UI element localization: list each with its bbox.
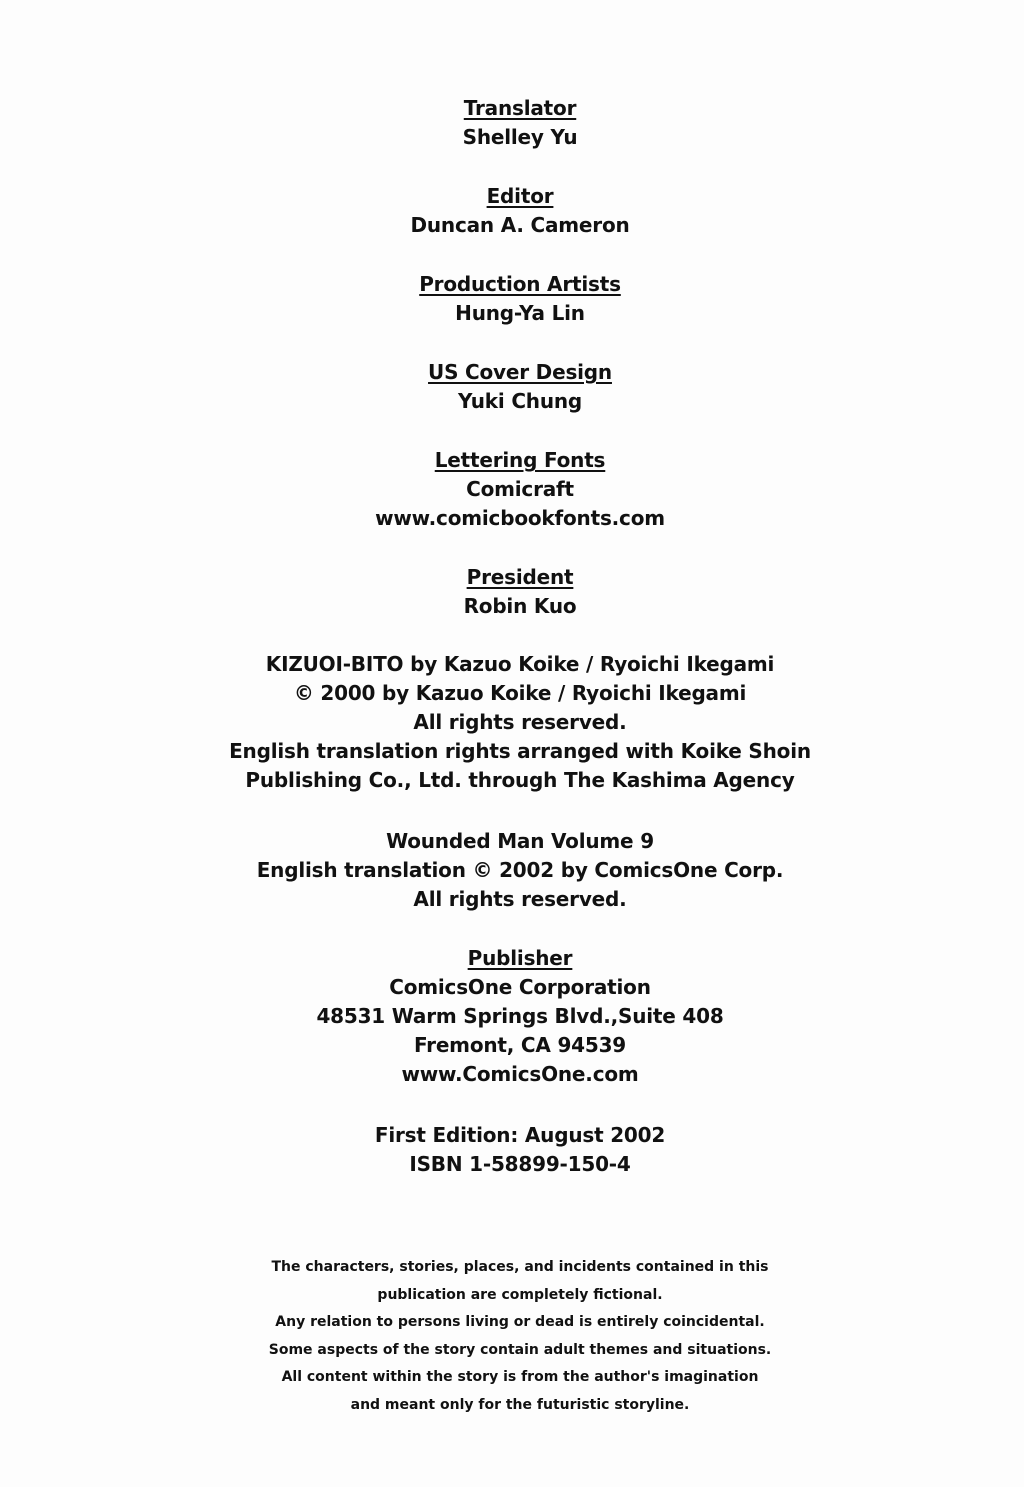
credit-role: Translator xyxy=(463,96,577,120)
volume-notice xyxy=(0,827,1024,914)
disclaimer-line: The characters, stories, places, and incidents contained in this xyxy=(271,1259,769,1275)
credit-name: Hung-Ya Lin xyxy=(455,301,585,325)
credit-editor xyxy=(0,182,1024,240)
credit-president xyxy=(0,563,1024,621)
disclaimer-line: Some aspects of the story contain adult themes and situations. xyxy=(268,1341,772,1358)
copyright-line: © 2000 by Kazuo Koike / Ryoichi Ikegami xyxy=(293,681,747,705)
credit-role: US Cover Design xyxy=(428,360,612,384)
volume-line: Wounded Man Volume 9 xyxy=(386,829,654,853)
credit-role: Production Artists xyxy=(419,272,621,296)
credit-name: Shelley Yu xyxy=(462,125,578,149)
copyright-line: KIZUOI-BITO by Kazuo Koike / Ryoichi Ikegami xyxy=(265,652,775,676)
credit-website: www.comicbookfonts.com xyxy=(375,506,665,530)
credit-name: Yuki Chung xyxy=(457,389,583,413)
publisher-website: www.ComicsOne.com xyxy=(401,1062,639,1086)
copyright-line: All rights reserved. xyxy=(413,710,627,734)
copyright-line: Publishing Co., Ltd. through The Kashima Agency xyxy=(245,768,795,792)
disclaimer-line: publication are completely fictional. xyxy=(377,1286,663,1303)
edition-info xyxy=(0,1121,1024,1179)
isbn-line: ISBN 1-58899-150-4 xyxy=(409,1152,631,1176)
volume-line: English translation © 2002 by ComicsOne Corp. xyxy=(256,858,784,882)
disclaimer xyxy=(0,1254,1024,1419)
credit-name: Comicraft xyxy=(466,477,574,501)
credit-role: Editor xyxy=(486,184,554,208)
credit-production-artists xyxy=(0,270,1024,328)
publisher-line: Fremont, CA 94539 xyxy=(413,1033,627,1057)
publisher-heading: Publisher xyxy=(467,946,573,970)
publisher-line: ComicsOne Corporation xyxy=(389,975,651,999)
credit-role: Lettering Fonts xyxy=(434,448,606,472)
credit-name: Duncan A. Cameron xyxy=(410,213,630,237)
copyright-line: English translation rights arranged with Koike Shoin xyxy=(229,739,811,763)
credit-translator xyxy=(0,94,1024,152)
publisher-info xyxy=(0,944,1024,1089)
publisher-line: 48531 Warm Springs Blvd.,Suite 408 xyxy=(316,1004,724,1028)
disclaimer-line: All content within the story is from the author's imagination xyxy=(281,1369,759,1385)
disclaimer-line: and meant only for the futuristic storyline. xyxy=(350,1396,690,1413)
credit-name: Robin Kuo xyxy=(463,594,577,618)
edition-line: First Edition: August 2002 xyxy=(374,1123,666,1147)
copyright-notice xyxy=(0,650,1024,795)
credit-role: President xyxy=(466,565,574,589)
disclaimer-line: Any relation to persons living or dead is entirely coincidental. xyxy=(275,1314,765,1330)
volume-line: All rights reserved. xyxy=(413,887,627,911)
credit-lettering-fonts xyxy=(0,446,1024,533)
credit-cover-design xyxy=(0,358,1024,416)
